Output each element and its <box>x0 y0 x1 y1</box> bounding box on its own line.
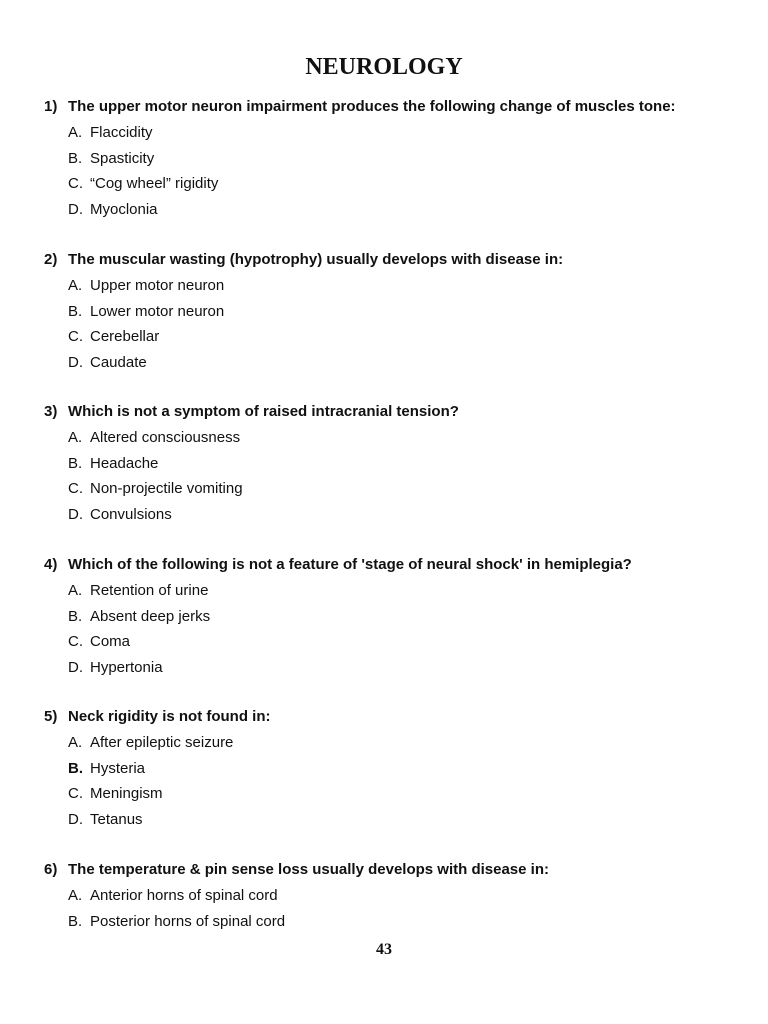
option-letter: A. <box>68 734 83 751</box>
option-letter: C. <box>68 785 83 802</box>
option-text: Convulsions <box>90 505 172 523</box>
option-text: Flaccidity <box>90 124 153 141</box>
option-a <box>68 123 744 149</box>
option-b <box>68 302 744 328</box>
option-d <box>68 353 744 379</box>
option-letter: C. <box>68 175 83 192</box>
option-text: Upper motor neuron <box>90 277 225 294</box>
option-c <box>68 479 744 505</box>
option-c <box>68 327 744 353</box>
question-number: 2) <box>44 251 58 268</box>
option-letter: A. <box>68 277 83 294</box>
option-letter: B. <box>68 607 83 625</box>
option-text: After epileptic seizure <box>90 734 234 751</box>
option-a <box>68 733 744 759</box>
question-4-heading <box>44 555 744 581</box>
option-text: Non-projectile vomiting <box>90 480 243 497</box>
question-number: 1) <box>44 98 58 115</box>
question-5 <box>44 707 744 835</box>
option-b <box>68 149 744 175</box>
option-letter: B. <box>68 759 83 777</box>
question-2-heading <box>44 250 744 276</box>
question-4 <box>44 555 744 683</box>
option-letter: B. <box>68 149 83 167</box>
option-a <box>68 428 744 454</box>
option-text: Headache <box>90 454 159 472</box>
option-list <box>44 886 744 937</box>
page-number: 43 <box>376 941 392 958</box>
option-b <box>68 454 744 480</box>
option-b <box>68 759 744 785</box>
option-letter: C. <box>68 480 83 497</box>
option-text: Retention of urine <box>90 582 209 599</box>
question-number: 4) <box>44 556 58 573</box>
option-d <box>68 658 744 684</box>
question-1 <box>44 97 744 225</box>
option-letter: C. <box>68 328 83 345</box>
option-text: Posterior horns of spinal cord <box>90 912 286 930</box>
option-text: Caudate <box>90 353 147 371</box>
option-list <box>44 123 744 225</box>
option-c <box>68 174 744 200</box>
question-1-heading <box>44 97 744 123</box>
option-a <box>68 886 744 912</box>
option-letter: B. <box>68 912 83 930</box>
question-text: Which is not a symptom of raised intracranial tension? <box>68 403 459 420</box>
question-number: 6) <box>44 861 58 878</box>
question-5-heading <box>44 707 744 733</box>
option-a <box>68 581 744 607</box>
page-title: NEUROLOGY <box>305 54 463 80</box>
option-list <box>44 581 744 683</box>
option-text: Hysteria <box>90 759 146 777</box>
option-d <box>68 505 744 531</box>
option-letter: D. <box>68 810 83 828</box>
option-text: Myoclonia <box>90 200 158 218</box>
option-letter: D. <box>68 505 83 523</box>
option-text: Altered consciousness <box>90 429 241 446</box>
question-6-heading <box>44 860 744 886</box>
question-3 <box>44 402 744 530</box>
option-list <box>44 428 744 530</box>
option-letter: B. <box>68 302 83 320</box>
question-text: The temperature & pin sense loss usually develops with disease in: <box>68 861 549 878</box>
question-text: The muscular wasting (hypotrophy) usually develops with disease in: <box>68 251 564 268</box>
option-letter: A. <box>68 887 83 904</box>
option-text: “Cog wheel” rigidity <box>90 175 219 192</box>
option-letter: D. <box>68 353 83 371</box>
option-c <box>68 784 744 810</box>
question-6 <box>44 860 744 937</box>
question-text: Neck rigidity is not found in: <box>68 708 271 725</box>
option-letter: D. <box>68 200 83 218</box>
option-letter: A. <box>68 582 83 599</box>
question-text: Which of the following is not a feature of 'stage of neural shock' in hemiplegia? <box>68 556 632 573</box>
option-text: Hypertonia <box>90 658 163 676</box>
option-list <box>44 733 744 835</box>
option-b <box>68 912 744 938</box>
question-number: 3) <box>44 403 58 420</box>
question-2 <box>44 250 744 378</box>
option-d <box>68 200 744 226</box>
option-c <box>68 632 744 658</box>
option-text: Lower motor neuron <box>90 302 225 320</box>
option-letter: B. <box>68 454 83 472</box>
option-a <box>68 276 744 302</box>
option-text: Absent deep jerks <box>90 607 211 625</box>
option-text: Spasticity <box>90 149 155 167</box>
option-letter: A. <box>68 124 83 141</box>
option-d <box>68 810 744 836</box>
option-text: Coma <box>90 633 131 650</box>
option-text: Anterior horns of spinal cord <box>90 887 278 904</box>
question-3-heading <box>44 402 744 428</box>
option-text: Meningism <box>90 785 163 802</box>
option-letter: A. <box>68 429 83 446</box>
question-text: The upper motor neuron impairment produces the following change of muscles tone: <box>68 98 676 115</box>
option-letter: C. <box>68 633 83 650</box>
option-letter: D. <box>68 658 83 676</box>
option-text: Tetanus <box>90 810 143 828</box>
option-text: Cerebellar <box>90 328 160 345</box>
option-b <box>68 607 744 633</box>
option-list <box>44 276 744 378</box>
question-number: 5) <box>44 708 58 725</box>
